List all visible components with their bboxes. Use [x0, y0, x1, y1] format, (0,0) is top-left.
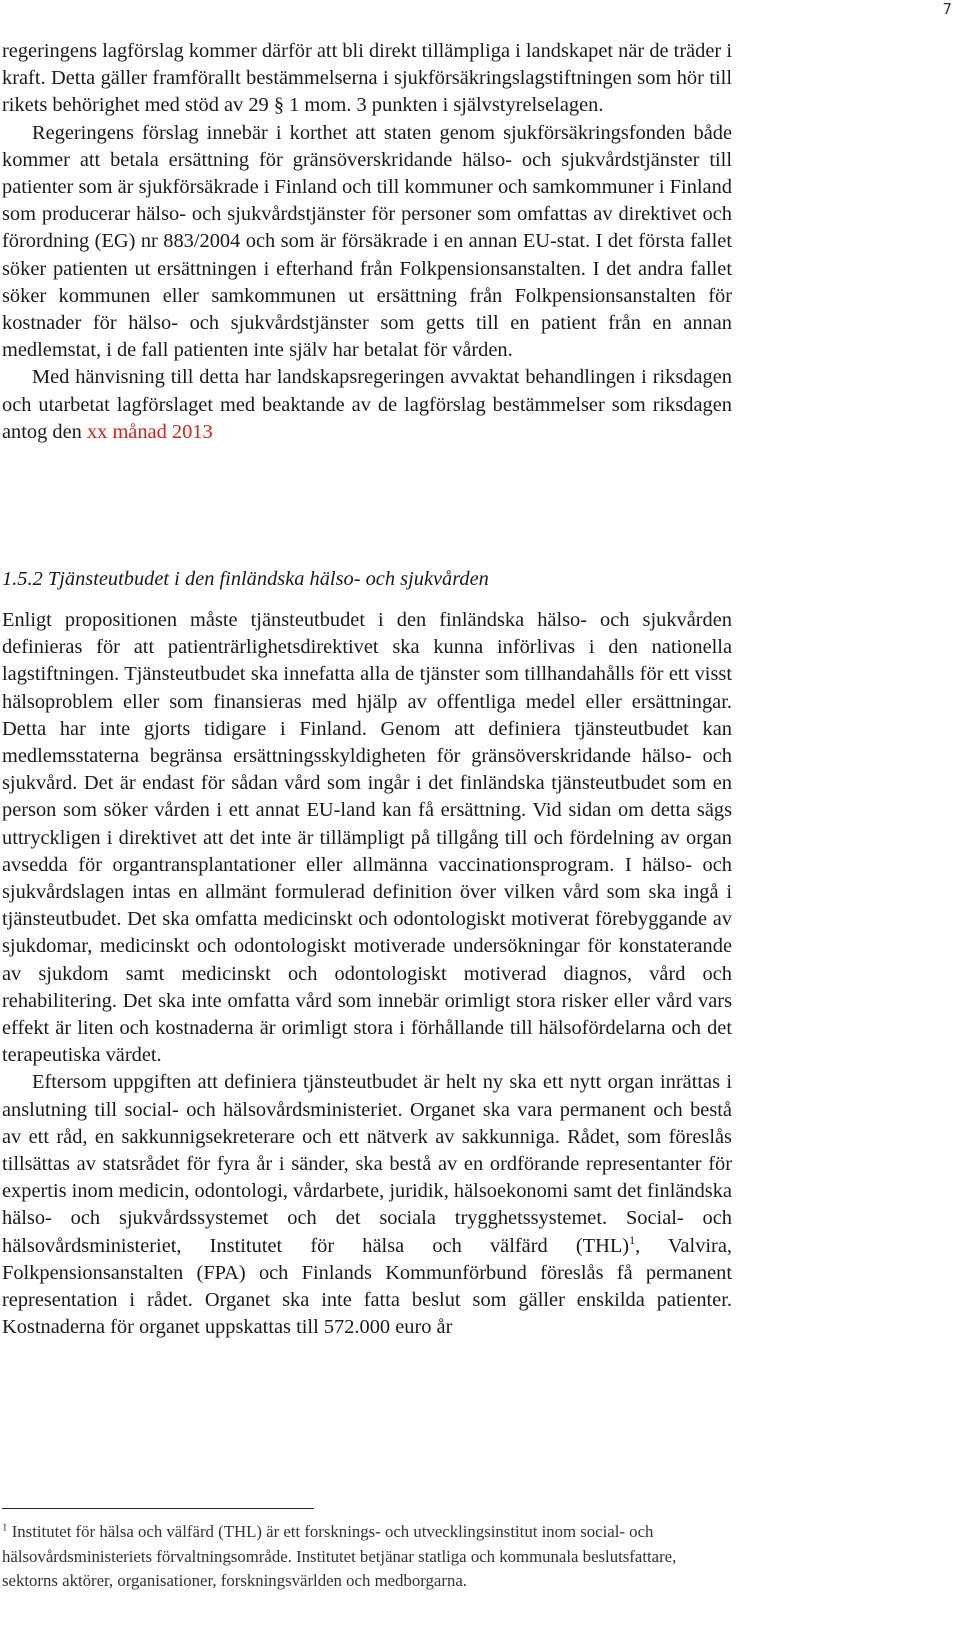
placeholder-date: xx månad 2013	[86, 420, 213, 443]
section-heading: 1.5.2 Tjänsteutbudet i den finländska hälso- och sjukvården	[2, 568, 489, 590]
page-number: 7	[942, 0, 952, 18]
intro-paragraph-3-text: Med hänvisning till detta har landskapsregeringen avvaktat behandlingen i riksdagen och utarbetat lagförslaget med beaktande av de lagförslag bestämmelser som riksdagen antog den	[2, 366, 732, 443]
section-body	[2, 607, 732, 1341]
section-paragraph-2-text: Eftersom uppgiften att definiera tjänsteutbudet är helt ny ska ett nytt organ inrättas i anslutning till social- och hälsovårdsministeriet. Organet ska vara permanent och bestå av ett råd, en sakkunnigsekreterare och ett nätverk av sakkunniga. Rådet, som föreslås tillsättas av statsrådet för fyra år i sänder, ska bestå av en ordförande representanter för expertis inom medicin, odontologi, vårdarbete, juridik, hälsoekonomi samt det finländska hälso- och sjukvårdssystemet och det sociala trygghetssystemet. Social- och hälsovårdsministeriet, Institutet för hälsa och välfärd (THL)	[2, 1071, 732, 1257]
intro-paragraph-1: regeringens lagförslag kommer därför att bli direkt tillämpliga i landskapet när de träder i kraft. Detta gäller framförallt bestämmelserna i sjukförsäkringslagstiftningen som hör till rikets behörighet med stöd av 29 § 1 mom. 3 punkten i självstyrelselagen.	[2, 40, 732, 117]
section-paragraph-2-continued: , Valvira, Folkpensionsanstalten (FPA) och Finlands Kommunförbund föreslås få permanent representation i rådet. Organet ska inte fatta beslut som gäller enskilda patienter. Kostnaderna för organet uppskattas till 572.000 euro år	[2, 1234, 732, 1339]
footnote-marker: 1	[2, 1521, 8, 1534]
section-paragraph-2	[2, 1069, 732, 1341]
section-paragraph-1: Enligt propositionen måste tjänsteutbudet i den finländska hälso- och sjukvården definieras för att patienträrlighetsdirektivet ska kunna införlivas i den nationella lagstiftningen. Tjänsteutbudet ska innefatta alla de tjänster som tillhandahålls för ett visst hälsoproblem eller som finansieras med hjälp av offentliga medel eller ersättningar. Detta har inte gjorts tidigare i Finland. Genom att definiera tjänsteutbudet kan medlemsstaterna begränsa ersättningsskyldigheten för gränsöverskridande hälso- och sjukvård. Det är endast för sådan vård som ingår i det finländska tjänsteutbudet som en person som söker vården i ett annat EU-land kan få ersättning. Vid sidan om detta sägs uttryckligen i direktivet att det inte är tillämpligt på tillgång till och fördelning av organ avsedda för organtransplantationer eller allmänna vaccinationsprogram. I hälso- och sjukvårdslagen intas en allmänt formulerad definition över vilken vård som ska ingå i tjänsteutbudet. Det ska omfatta medicinskt och odontologiskt motiverat förebyggande av sjukdomar, medicinskt och odontologiskt motiverade undersökningar för konstaterande av sjukdom samt medicinskt och odontologiskt motiverad diagnos, vård och rehabilitering. Det ska inte omfatta vård som innebär orimligt stora risker eller vård vars effekt är liten och kostnaderna är orimligt stora i förhållande till hälsofördelarna och det terapeutiska värdet.	[2, 609, 732, 1067]
footnote-divider	[2, 1508, 314, 1509]
intro-text	[2, 38, 732, 446]
footnote-text: Institutet för hälsa och välfärd (THL) är ett forsknings- och utvecklingsinstitut inom social- och hälsovårdsministeriets förvaltningsområde. Institutet betjänar statliga och kommunala beslutsfattare, sektorns aktörer, organisationer, forskningsvärlden och medborgarna.	[2, 1522, 677, 1590]
footnote-reference[interactable]: 1	[629, 1232, 636, 1247]
intro-paragraph-2: Regeringens förslag innebär i korthet att staten genom sjukförsäkringsfonden både kommer att betala ersättning för gränsöverskridande hälso- och sjukvårdstjänster till patienter som är sjukförsäkrade i Finland och till kommuner och samkommuner i Finland som producerar hälso- och sjukvårdstjänster för personer som omfattas av direktivet och förordning (EG) nr 883/2004 och som är försäkrade i en annan EU-stat. I det första fallet söker patienten ut ersättningen i efterhand från Folkpensionsanstalten. I det andra fallet söker kommunen eller samkommunen ut ersättning från Folkpensionsanstalten för kostnader för hälso- och sjukvårdstjänster som getts till en patient från en annan medlemstat, i de fall patienten inte själv har betalat för vården.	[2, 121, 732, 362]
intro-paragraph-3	[2, 364, 732, 446]
footnote	[2, 1520, 722, 1594]
